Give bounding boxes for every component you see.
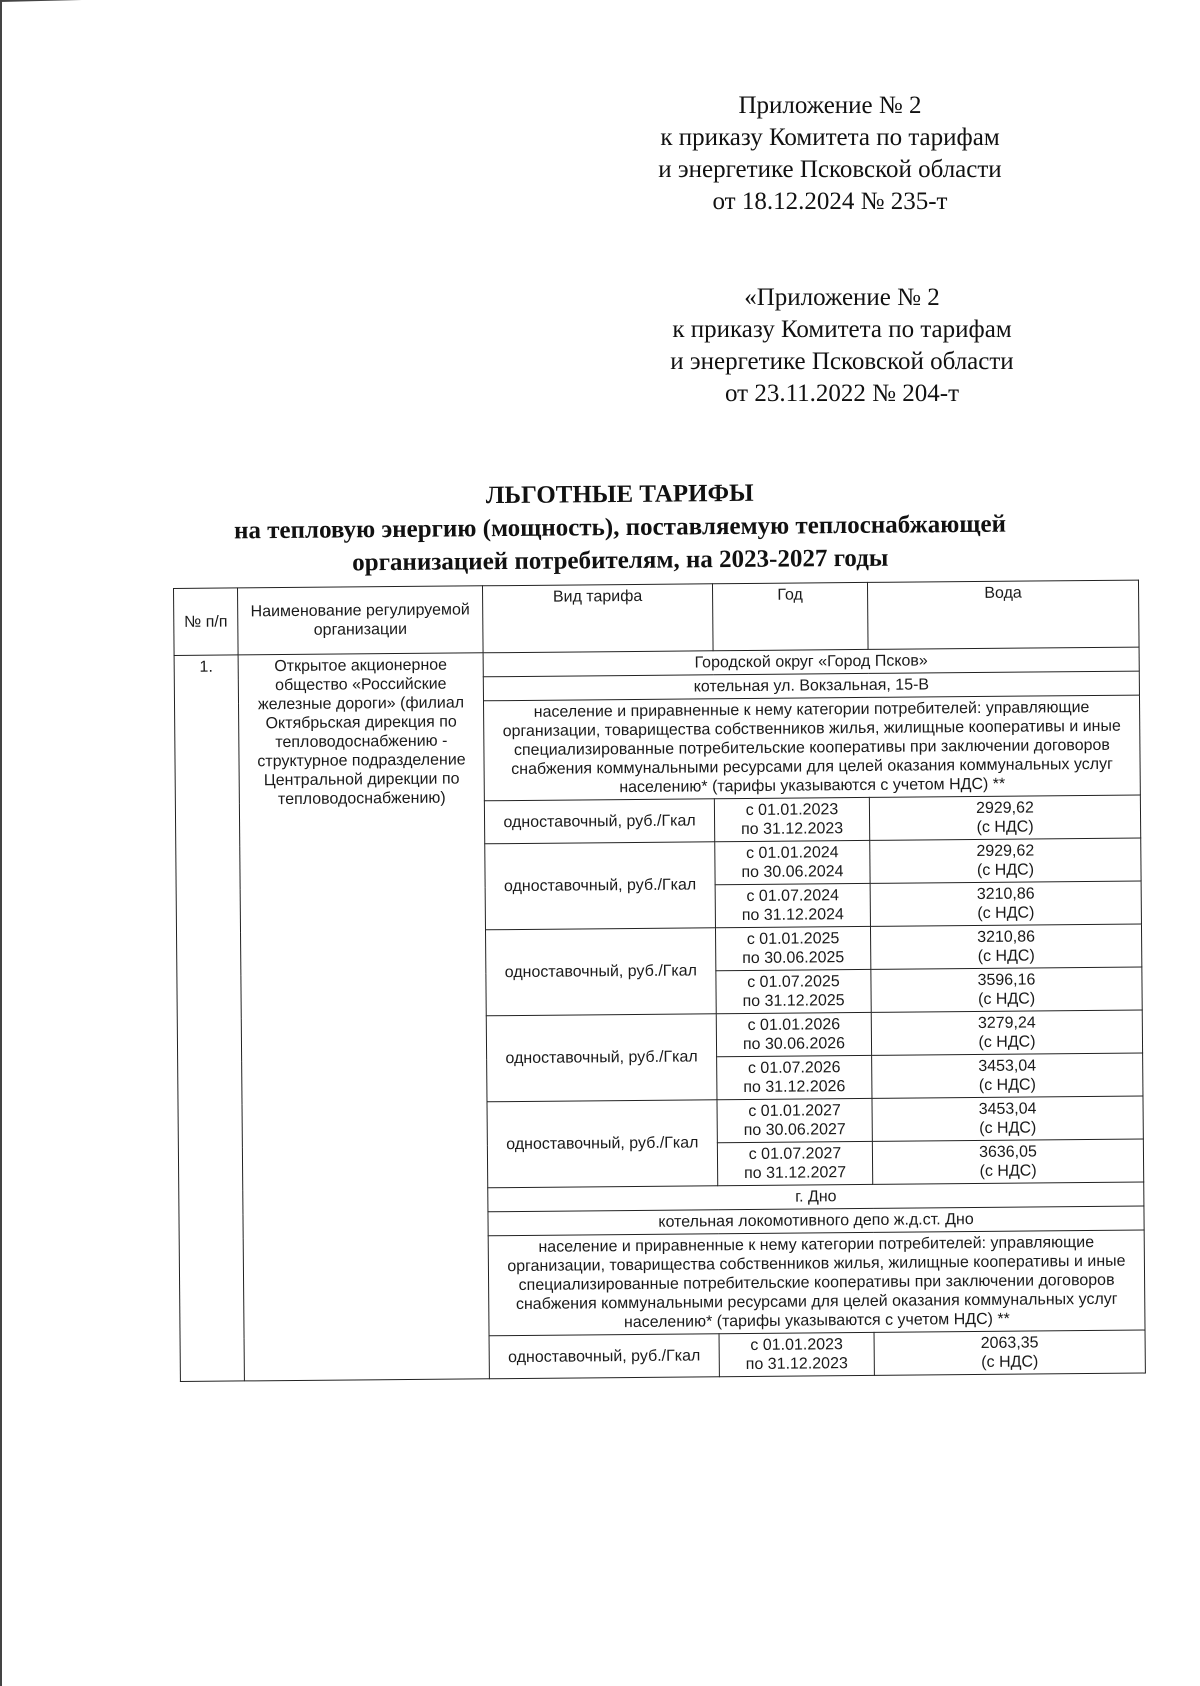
water-tariff-cell <box>870 838 1141 883</box>
period-from: с 01.07.2026 <box>747 1059 841 1078</box>
water-tariff-cell <box>870 924 1141 969</box>
tariff-value: 3210,86 <box>977 928 1036 946</box>
water-tariff-cell <box>871 1010 1142 1055</box>
period-cell <box>715 883 870 927</box>
tariff-value: 3453,04 <box>978 1057 1037 1075</box>
tariff-value: 3210,86 <box>976 885 1035 903</box>
period-from: с 01.07.2024 <box>746 887 840 906</box>
period-from: с 01.01.2023 <box>750 1336 843 1354</box>
district-title: г. Дно <box>488 1182 1144 1212</box>
period-cell <box>717 1141 872 1185</box>
period-to: по 31.12.2026 <box>743 1078 846 1097</box>
period-to: по 31.12.2025 <box>742 992 845 1011</box>
title-line: на тепловую энергию (мощность), поставляемую теплоснабжающей <box>233 510 1007 545</box>
period-cell <box>717 1055 872 1099</box>
vat-note: (с НДС) <box>978 1076 1036 1094</box>
header-water: Вода <box>867 580 1139 649</box>
tariff-value: 3279,24 <box>977 1014 1036 1032</box>
boiler-name: котельная ул. Вокзальная, 15-В <box>483 671 1139 701</box>
district-title: Городской округ «Город Псков» <box>483 647 1139 677</box>
period-to: по 31.12.2024 <box>741 906 844 925</box>
period-cell <box>715 840 870 884</box>
tariff-type-cell: одноставочный, руб./Гкал <box>485 928 716 1016</box>
vat-note: (с НДС) <box>977 947 1035 965</box>
vat-note: (с НДС) <box>976 818 1034 836</box>
vat-note: (с НДС) <box>979 1119 1037 1137</box>
period-from: с 01.01.2027 <box>748 1102 841 1120</box>
water-tariff-cell <box>869 795 1140 840</box>
tariff-value: 2929,62 <box>976 842 1035 860</box>
water-tariff-cell <box>872 1139 1143 1184</box>
period-cell <box>716 1012 871 1056</box>
period-cell <box>716 969 871 1013</box>
table-header-row <box>174 580 1140 655</box>
scan-edge-line <box>0 0 2 1686</box>
tariff-value: 3596,16 <box>977 971 1036 989</box>
title-line: ЛЬГОТНЫЕ ТАРИФЫ <box>485 479 754 510</box>
tariff-value: 2929,62 <box>975 799 1034 818</box>
period-from: с 01.07.2025 <box>747 973 840 992</box>
tariff-type-cell: одноставочный, руб./Гкал <box>489 1334 719 1379</box>
row-number: 1. <box>174 655 244 1382</box>
period-from: с 01.01.2023 <box>745 801 839 820</box>
vat-note: (с НДС) <box>979 1162 1037 1180</box>
period-cell <box>717 1098 872 1142</box>
period-to: по 30.06.2027 <box>743 1121 846 1140</box>
appendix-committee-line: и энергетике Псковской области <box>670 348 1014 375</box>
tariff-type-cell: одноставочный, руб./Гкал <box>485 842 716 930</box>
tariff-table-container <box>173 580 1146 1382</box>
period-from: с 01.01.2026 <box>747 1016 841 1035</box>
water-tariff-cell <box>872 1096 1143 1141</box>
period-cell <box>714 797 869 841</box>
period-to: по 31.12.2023 <box>741 820 844 839</box>
tariff-table <box>173 580 1146 1382</box>
appendix-title: Приложение № 2 <box>738 92 922 119</box>
tariff-value: 3636,05 <box>978 1143 1037 1161</box>
vat-note: (с НДС) <box>977 904 1035 922</box>
period-to: по 31.12.2027 <box>744 1164 847 1183</box>
vat-note: (с НДС) <box>978 990 1036 1008</box>
organization-name: Открытое акционерное общество «Российские железные дороги» (филиал Октябрьская дирекция по тепловодоснабжению - структурное подразделение Центральной дирекции по тепловодоснабжению) <box>238 653 489 1381</box>
header-num: № п/п <box>174 588 239 656</box>
tariff-value: 2063,35 <box>980 1334 1039 1352</box>
appendix-order-line: к приказу Комитета по тарифам <box>672 316 1012 343</box>
vat-note: (с НДС) <box>981 1353 1039 1371</box>
period-cell <box>715 926 870 970</box>
vat-note: (с НДС) <box>978 1033 1036 1051</box>
appendix-order-line: к приказу Комитета по тарифам <box>660 124 1000 151</box>
water-tariff-cell <box>870 881 1141 926</box>
period-to: по 30.06.2024 <box>741 863 844 882</box>
period-from: с 01.07.2027 <box>748 1145 842 1163</box>
period-cell <box>719 1332 874 1376</box>
water-tariff-cell <box>874 1330 1145 1375</box>
period-to: по 30.06.2026 <box>742 1035 846 1054</box>
title-line: организацией потребителям, на 2023-2027 годы <box>352 544 889 577</box>
appendix-committee-line: и энергетике Псковской области <box>658 156 1002 183</box>
water-tariff-cell <box>872 1053 1143 1098</box>
appendix-date-line: от 23.11.2022 № 204-т <box>724 380 960 407</box>
scan-edge-line <box>0 0 320 2</box>
appendix-current <box>640 90 1020 218</box>
appendix-date-line: от 18.12.2024 № 235-т <box>712 188 948 215</box>
vat-note: (с НДС) <box>976 861 1035 879</box>
header-year: Год <box>712 582 868 650</box>
appendix-title: «Приложение № 2 <box>744 284 940 311</box>
tariff-type-cell: одноставочный, руб./Гкал <box>484 799 714 844</box>
boiler-name: котельная локомотивного депо ж.д.ст. Дно <box>488 1206 1144 1236</box>
tariff-type-cell: одноставочный, руб./Гкал <box>487 1100 718 1188</box>
appendix-original <box>652 282 1032 410</box>
tariff-type-cell: одноставочный, руб./Гкал <box>486 1014 717 1102</box>
header-tariff-type: Вид тарифа <box>482 584 713 653</box>
period-to: по 31.12.2023 <box>745 1355 848 1374</box>
water-tariff-cell <box>871 967 1142 1012</box>
period-from: с 01.01.2025 <box>746 930 840 949</box>
consumer-category: население и приравненные к нему категории потребителей: управляющие организации, товарищества собственников жилья, жилищные кооперативы и иные специализированные потребительские кооперативы при заключении договоров снабжения коммунальными ресурсами для целей оказания коммунальных услуг населению* (тарифы указываются с учетом НДС) ** <box>483 695 1140 801</box>
period-from: с 01.01.2024 <box>745 844 839 863</box>
tariff-value: 3453,04 <box>978 1100 1037 1118</box>
header-org: Наименование регулируемой организации <box>238 586 484 655</box>
consumer-category: население и приравненные к нему категории потребителей: управляющие организации, товарищества собственников жилья, жилищные кооперативы и иные специализированные потребительские кооперативы при заключении договоров снабжения коммунальными ресурсами для целей оказания коммунальных услуг населению* (тарифы указываются с учетом НДС) ** <box>488 1230 1145 1336</box>
period-to: по 30.06.2025 <box>742 949 845 968</box>
document-title <box>170 474 1071 581</box>
